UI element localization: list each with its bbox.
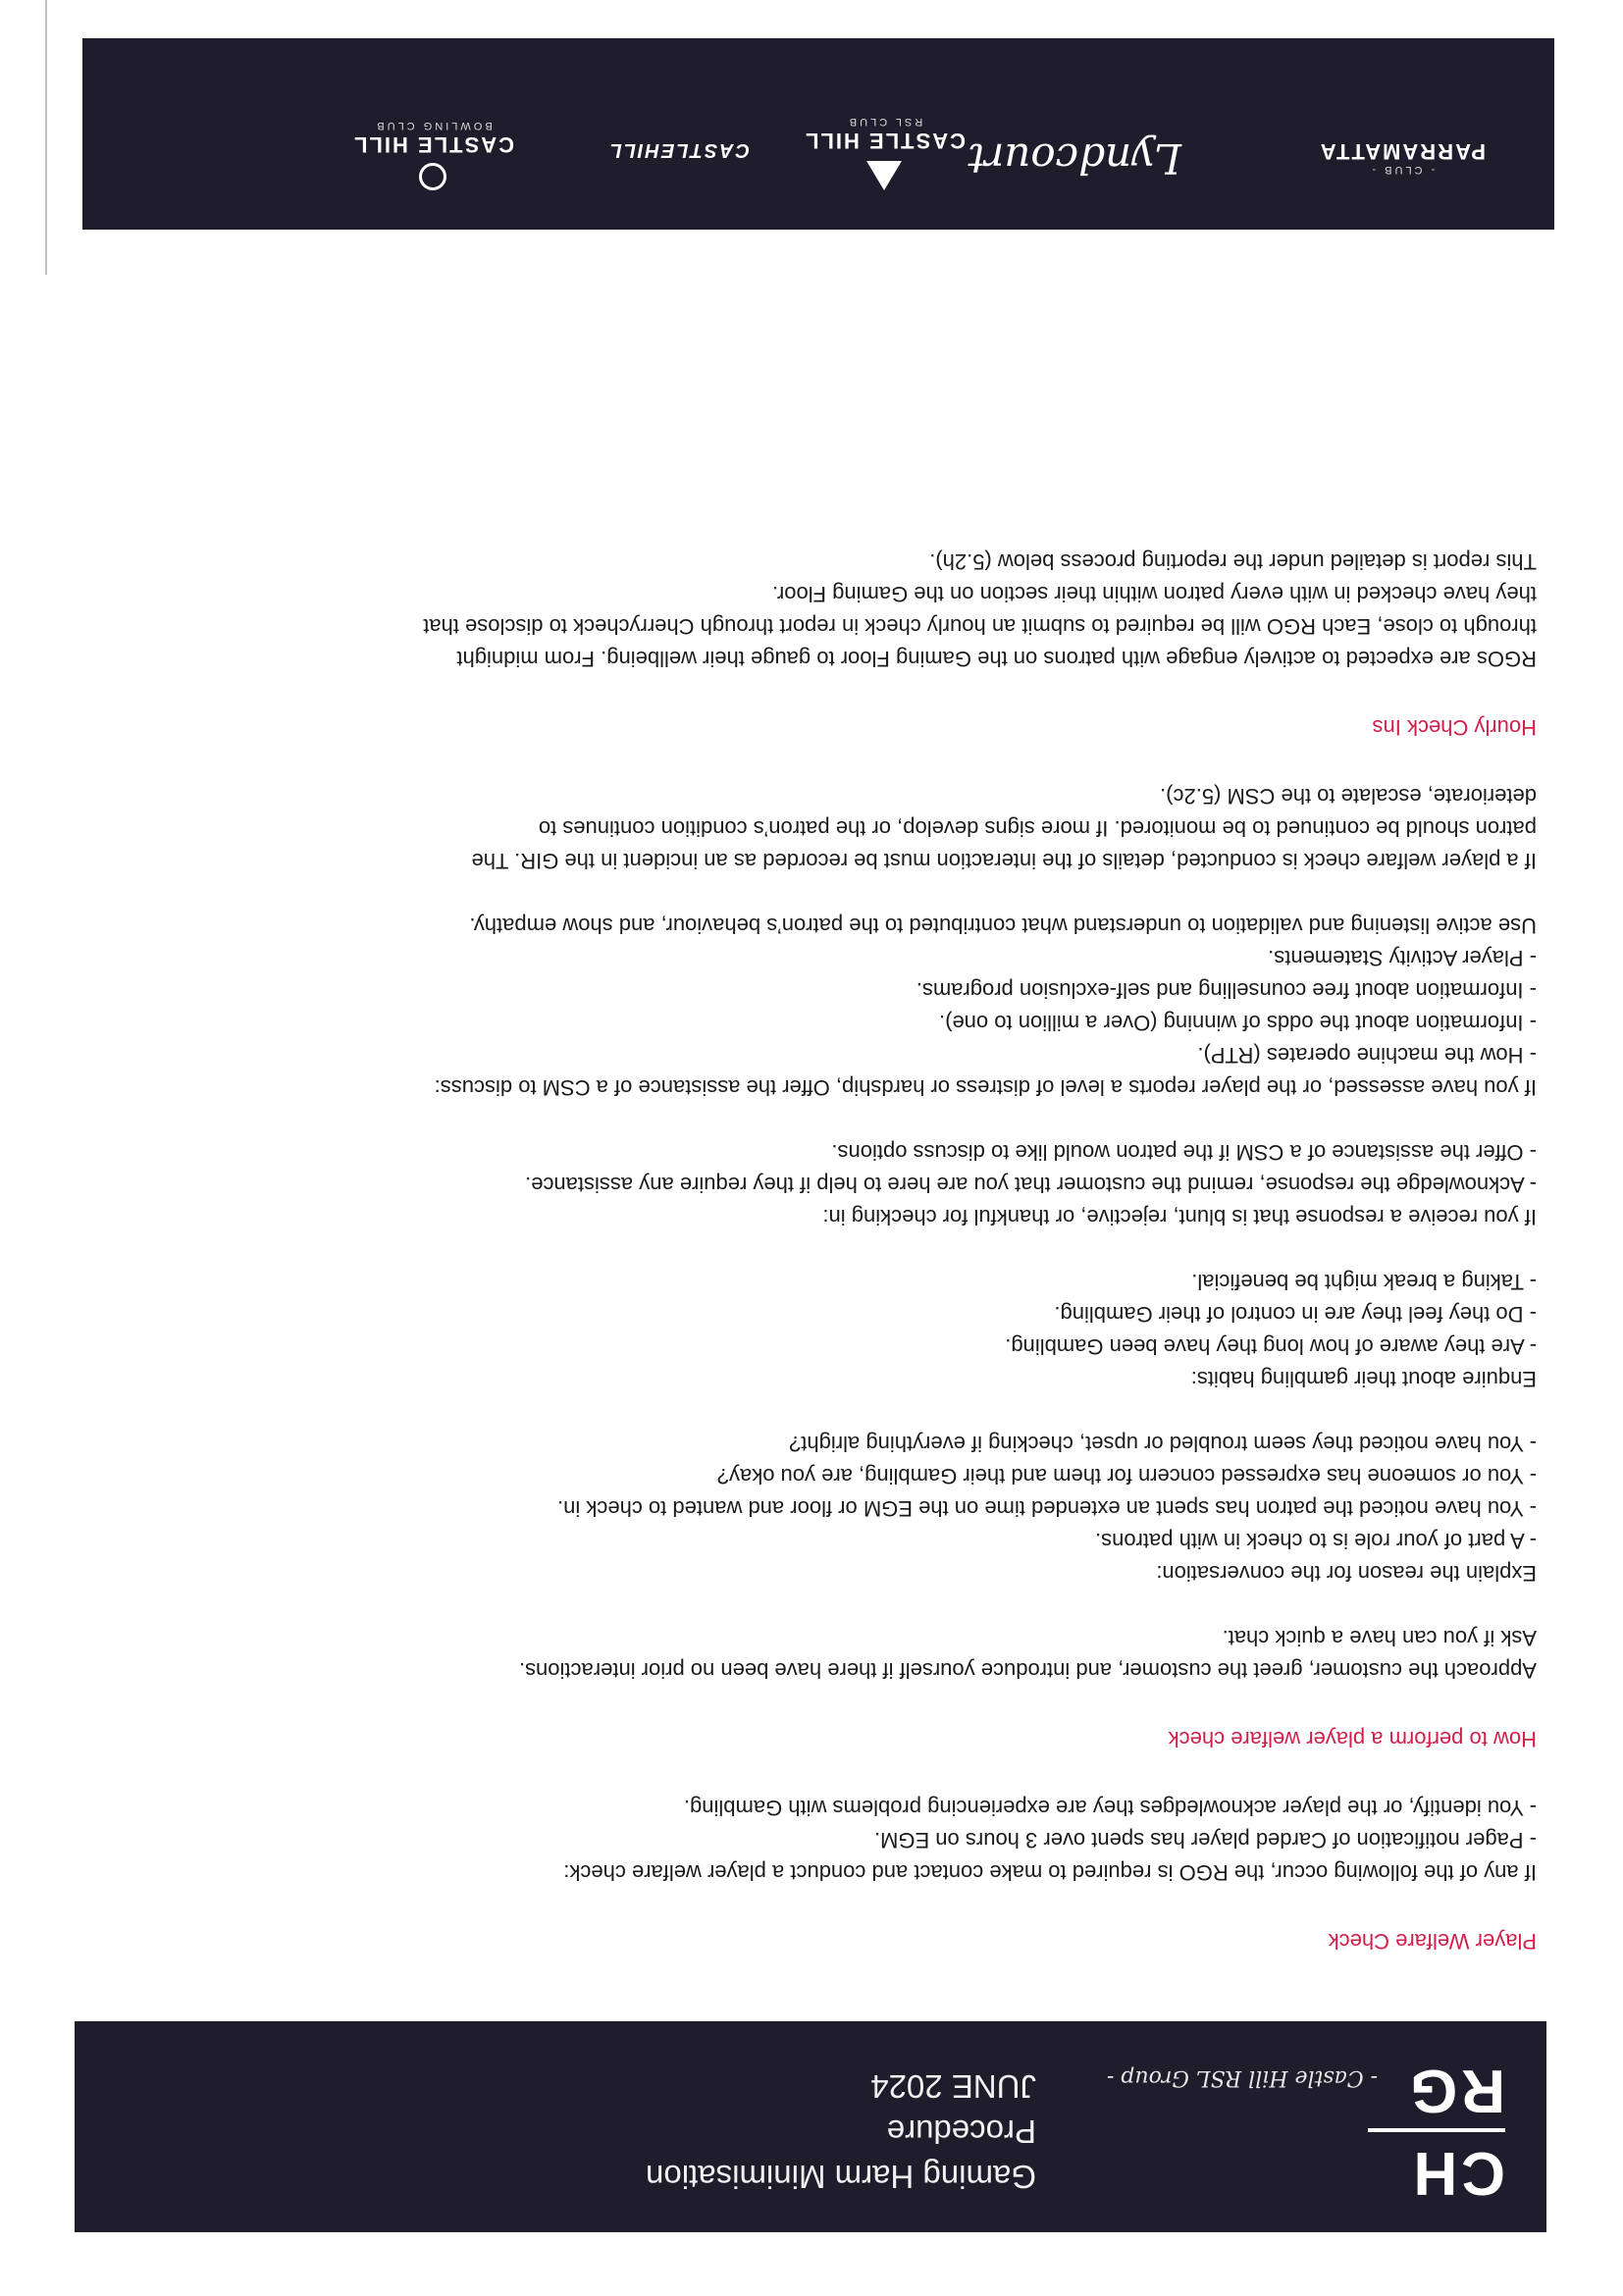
logo-subtitle: - Castle Hill RSL Group -: [1106, 2065, 1378, 2090]
heading-how-to-perform: How to perform a player welfare check: [1168, 1727, 1537, 1751]
header-banner: [75, 2021, 1546, 2232]
bowling-main: CASTLE HILL: [352, 132, 514, 157]
paragraph: If you receive a response that is blunt, rejective, or thankful for checking in:: [822, 1205, 1537, 1229]
rsl-sub: RSL CLUB: [846, 116, 923, 128]
castle-hill-bowling-logo: [352, 120, 514, 190]
list-item: - Information about the odds of winning (Over a million to one).: [939, 1011, 1537, 1035]
parramatta-main: PARRAMATTA: [1318, 139, 1486, 164]
list-item: - Are they aware of how long they have been Gambling.: [1005, 1334, 1537, 1359]
title-date: JUNE 2024: [870, 2068, 1036, 2105]
list-item: - Player Activity Statements.: [1268, 946, 1537, 970]
paragraph: If you have assessed, or the player reports a level of distress or hardship, Offer the assistance of a CSM to discuss:: [434, 1075, 1537, 1100]
heading-hourly-check-ins: Hourly Check Ins: [1372, 715, 1537, 740]
logo-rg-text: RG: [1406, 2057, 1505, 2124]
title-line-2: Procedure: [886, 2113, 1036, 2150]
club-parramatta-logo: [1319, 138, 1486, 176]
scan-edge-line: [45, 0, 47, 275]
chrg-logo: [1106, 2046, 1505, 2207]
paragraph: Use active listening and validation to understand what contributed to the patron’s behaviour, and show empathy.: [469, 913, 1537, 938]
paragraph: If a player welfare check is conducted, details of the interaction must be recorded as an incident in the GIR. The: [471, 849, 1537, 873]
paragraph: Enquire about their gambling habits:: [1190, 1367, 1537, 1391]
list-item: - Offer the assistance of a CSM if the patron would like to discuss options.: [831, 1140, 1537, 1165]
list-item: - Acknowledge the response, remind the customer that you are here to help if they require any assistance.: [525, 1173, 1537, 1197]
list-item: - Taking a break might be beneficial.: [1191, 1270, 1537, 1294]
paragraph: deteriorate, escalate to the CSM (5.2c).: [1160, 784, 1537, 809]
paragraph: This report is detailed under the reporting process below (5.2h).: [929, 549, 1537, 574]
bowling-ball-icon: [420, 163, 447, 190]
castlehill-fitness-logo: [608, 138, 750, 161]
list-item: - Do they feel they are in control of their Gambling.: [1054, 1302, 1537, 1327]
list-item: - Pager notification of Carded player has spent over 3 hours on EGM.: [873, 1828, 1537, 1852]
footer-banner: [82, 38, 1554, 230]
list-item: - A part of your role is to check in with patrons.: [1095, 1529, 1537, 1553]
list-item: - You have noticed the patron has spent an extended time on the EGM or floor and wanted to check in.: [557, 1496, 1537, 1521]
castle-hill-rsl-logo: [804, 116, 966, 190]
rsl-main: CASTLE HILL: [804, 129, 966, 153]
paragraph: Explain the reason for the conversation:: [1156, 1561, 1537, 1586]
paragraph: through to close, Each RGO will be required to submit an hourly check in report through Cherrycheck to disclose that: [423, 614, 1537, 639]
list-item: - Information about free counselling and self-exclusion programs.: [916, 978, 1537, 1003]
logo-bar: [1368, 2128, 1505, 2132]
list-item: - You have noticed they seem troubled or upset, checking if everything alright?: [789, 1432, 1537, 1456]
list-item: - How the machine operates (RTP).: [1197, 1043, 1537, 1068]
title-line-1: Gaming Harm Minimisation: [646, 2159, 1036, 2195]
logo-ch-text: CH: [1409, 2139, 1505, 2207]
castlehill-main: CASTLEHILL: [607, 139, 750, 161]
lyndcourt-logo: Lyndcourt: [968, 134, 1181, 183]
list-item: - You identify, or the player acknowledges they are experiencing problems with Gambling.: [683, 1796, 1537, 1820]
heading-player-welfare-check: Player Welfare Check: [1328, 1929, 1537, 1954]
parramatta-sub: - CLUB -: [1369, 164, 1436, 176]
paragraph: Ask if you can have a quick chat.: [1222, 1626, 1537, 1650]
paragraph: If any of the following occur, the RGO is required to make contact and conduct a player welfare check:: [563, 1860, 1537, 1885]
paragraph: Approach the customer, greet the customer, and introduce yourself if there have been no prior interactions.: [518, 1658, 1537, 1683]
triangle-icon: [867, 161, 903, 190]
paragraph: patron should be continued to be monitored. If more signs develop, or the patron’s condition continues to: [538, 816, 1537, 841]
document-body: [94, 546, 1537, 1957]
paragraph: RGOs are expected to actively engage with patrons on the Gaming Floor to gauge their wellbeing. From midnight: [456, 647, 1537, 671]
list-item: - You or someone has expressed concern for them and their Gambling, are you okay?: [716, 1464, 1537, 1488]
document-title: [646, 2063, 1036, 2199]
bowling-sub: BOWLING CLUB: [374, 120, 493, 131]
paragraph: they have checked in with every patron within their section on the Gaming Floor.: [772, 582, 1537, 606]
